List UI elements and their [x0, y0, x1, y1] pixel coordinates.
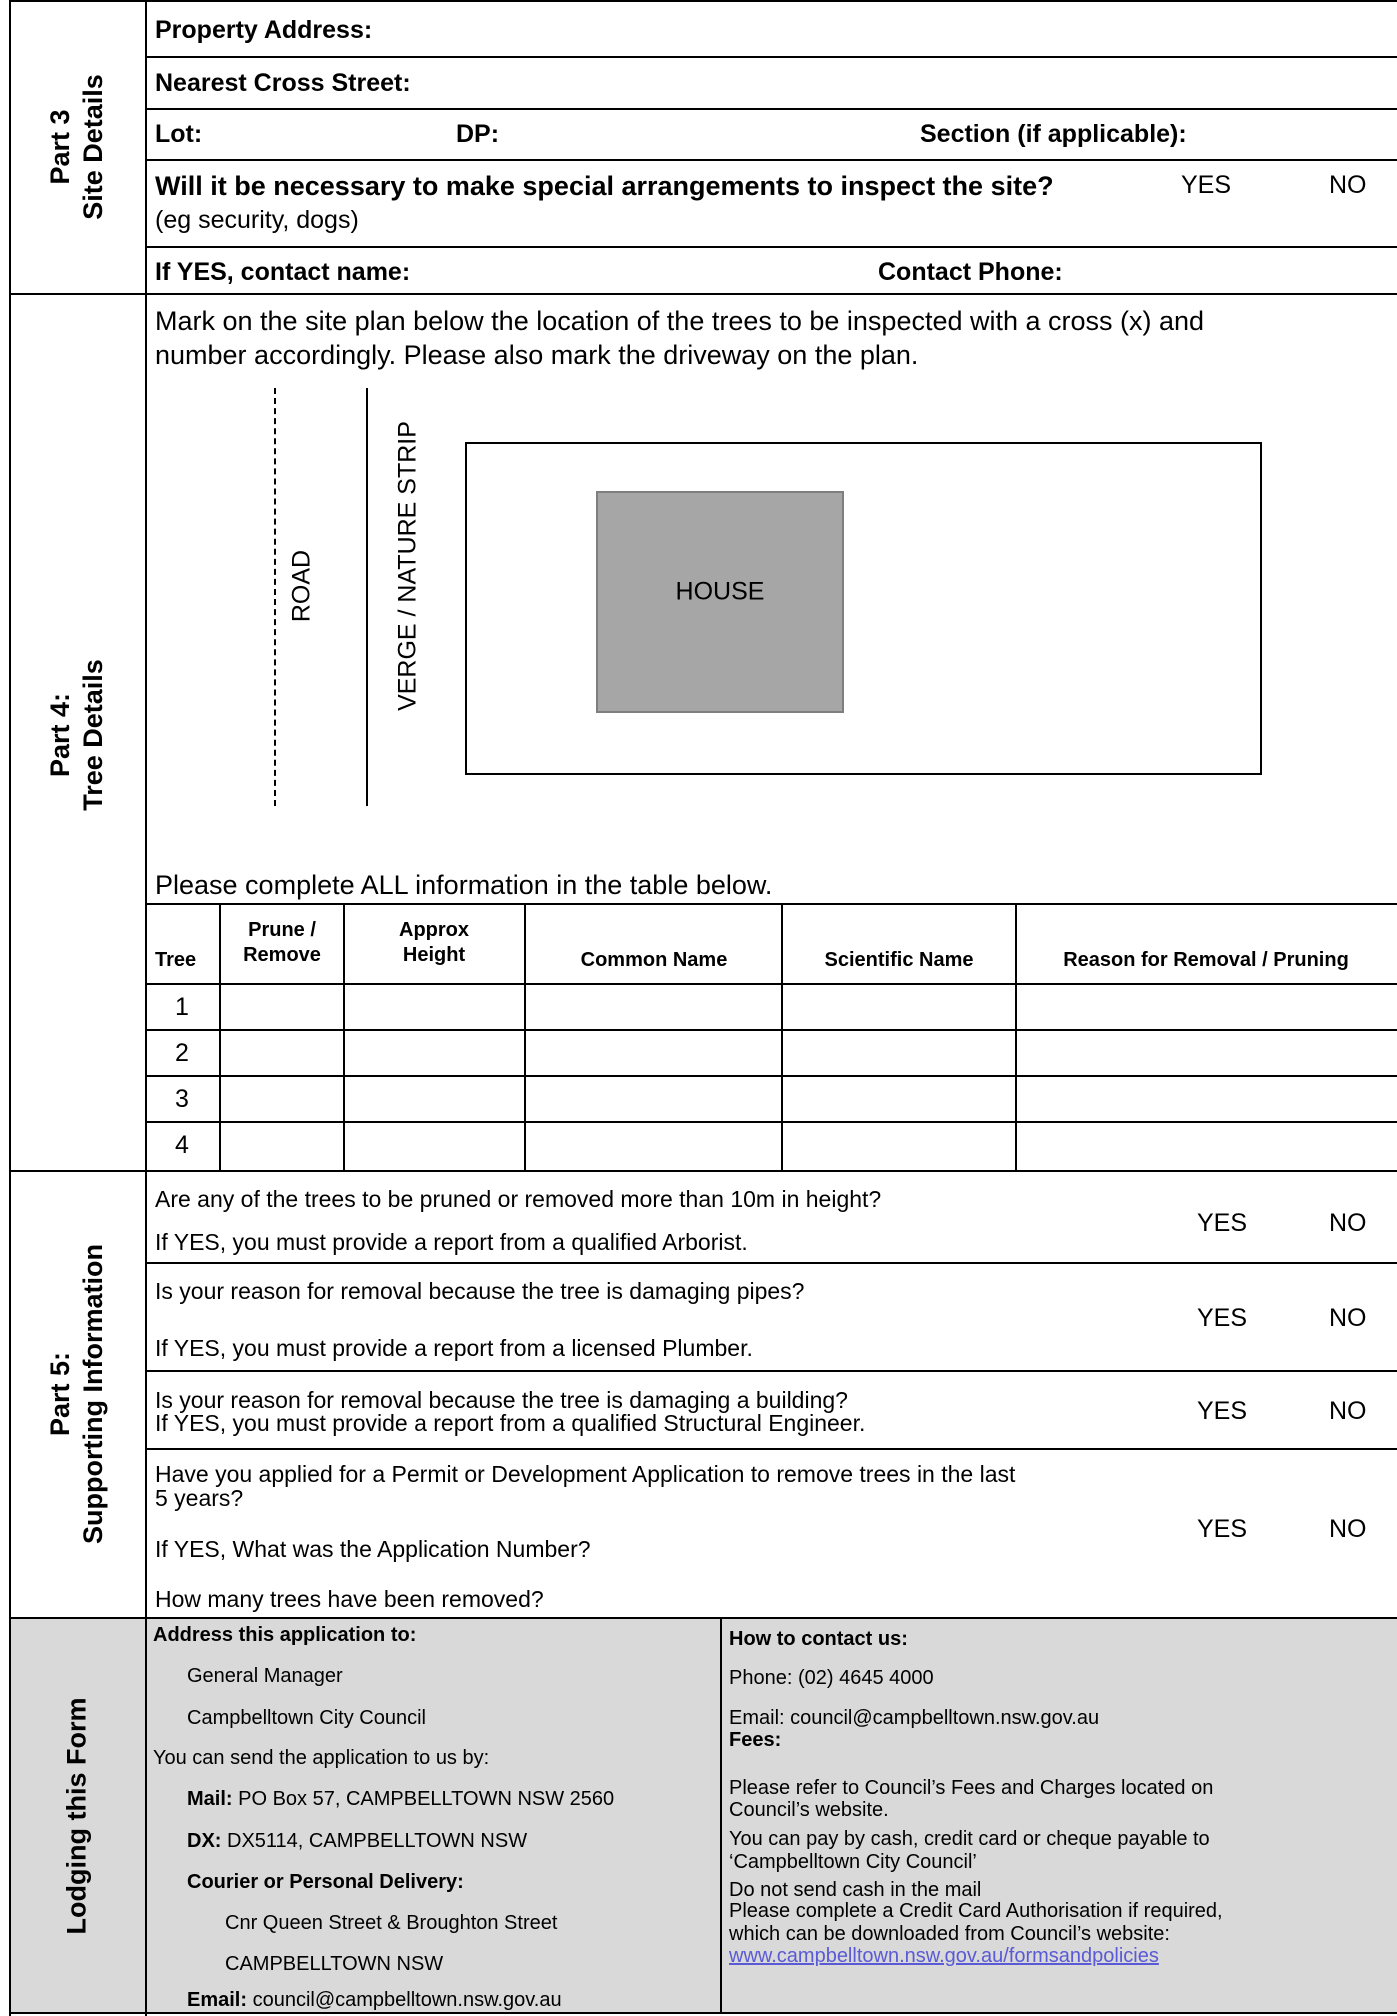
verge-boundary-line: [366, 388, 368, 806]
q4-yes-option[interactable]: YES: [1197, 1515, 1248, 1543]
property-boundary: [465, 442, 1262, 775]
special-arrangements-note: (eg security, dogs): [155, 206, 359, 234]
section-field[interactable]: Section (if applicable):: [920, 120, 1187, 148]
q2-yes-option[interactable]: YES: [1197, 1304, 1248, 1332]
q1-no-option[interactable]: NO: [1329, 1209, 1367, 1237]
special-arrangements-question: Will it be necessary to make special arrangements to inspect the site?: [155, 171, 1054, 201]
header-common-name: Common Name: [580, 949, 728, 971]
part4-instruction-line2: number accordingly. Please also mark the driveway on the plan.: [155, 340, 919, 370]
fees-line2: Council’s website.: [729, 1799, 889, 1821]
part4-instruction-line1: Mark on the site plan below the location of the trees to be inspected with a cross (x) and: [155, 306, 1205, 336]
contact-name-field[interactable]: If YES, contact name:: [155, 258, 411, 286]
courier-address-line1: Cnr Queen Street & Broughton Street: [225, 1912, 558, 1934]
address-heading: Address this application to:: [153, 1624, 417, 1646]
table-row-2-number: 2: [175, 1039, 189, 1067]
q1-line2: If YES, you must provide a report from a qualified Arborist.: [155, 1229, 748, 1255]
fees-line1: Please refer to Council’s Fees and Charges located on: [729, 1777, 1214, 1799]
house-label: HOUSE: [675, 577, 765, 606]
courier-heading: Courier or Personal Delivery:: [187, 1871, 464, 1893]
fees-line6: Please complete a Credit Card Authorisation if required,: [729, 1900, 1223, 1922]
road-label: ROAD: [287, 549, 316, 623]
yes-option[interactable]: YES: [1181, 171, 1232, 199]
table-row-4-number: 4: [175, 1131, 189, 1159]
q1-yes-option[interactable]: YES: [1197, 1209, 1248, 1237]
header-scientific-name: Scientific Name: [824, 949, 974, 971]
q3-no-option[interactable]: NO: [1329, 1397, 1367, 1425]
q3-yes-option[interactable]: YES: [1197, 1397, 1248, 1425]
fees-line5: Do not send cash in the mail: [729, 1879, 982, 1901]
header-tree: Tree: [155, 949, 197, 971]
q2-line2: If YES, you must provide a report from a licensed Plumber.: [155, 1335, 753, 1361]
mail-address: Mail: PO Box 57, CAMPBELLTOWN NSW 2560: [187, 1788, 615, 1810]
lodging-section-label: Lodging this Form: [61, 1697, 92, 1935]
table-row-3-number: 3: [175, 1085, 189, 1113]
table-row-1-number: 1: [175, 993, 189, 1021]
header-prune-line2: Remove: [243, 944, 321, 966]
lot-field[interactable]: Lot:: [155, 120, 203, 148]
part4-section-label: Part 4: Tree Details: [45, 659, 108, 811]
general-manager: General Manager: [187, 1665, 343, 1687]
q2-no-option[interactable]: NO: [1329, 1304, 1367, 1332]
council-name: Campbelltown City Council: [187, 1707, 426, 1729]
table-instruction: Please complete ALL information in the table below.: [155, 870, 773, 900]
q3-line2: If YES, you must provide a report from a qualified Structural Engineer.: [155, 1410, 866, 1436]
site-plan[interactable]: [146, 380, 1396, 800]
header-prune-line1: Prune /: [248, 919, 316, 941]
q4-line4: How many trees have been removed?: [155, 1586, 544, 1612]
dx-address: DX: DX5114, CAMPBELLTOWN NSW: [187, 1830, 528, 1852]
contact-heading: How to contact us:: [729, 1628, 908, 1650]
nearest-cross-street-field[interactable]: Nearest Cross Street:: [155, 69, 411, 97]
forms-and-policies-link[interactable]: www.campbelltown.nsw.gov.au/formsandpolicies: [729, 1945, 1159, 1967]
send-by-text: You can send the application to us by:: [153, 1747, 490, 1769]
courier-address-line2: CAMPBELLTOWN NSW: [225, 1953, 444, 1975]
contact-email: Email: council@campbelltown.nsw.gov.au: [729, 1707, 1100, 1729]
email-address: Email: council@campbelltown.nsw.gov.au: [187, 1989, 562, 2011]
q4-line1: Have you applied for a Permit or Development Application to remove trees in the last: [155, 1461, 1016, 1487]
dp-field[interactable]: DP:: [456, 120, 500, 148]
fees-heading: Fees:: [729, 1729, 782, 1751]
part3-section-label: Part 3 Site Details: [45, 74, 108, 220]
contact-phone-field[interactable]: Contact Phone:: [878, 258, 1063, 286]
q4-line2: 5 years?: [155, 1485, 244, 1511]
header-reason: Reason for Removal / Pruning: [1063, 949, 1349, 971]
fees-line3: You can pay by cash, credit card or cheque payable to: [729, 1828, 1210, 1850]
fees-line4: ‘Campbelltown City Council’: [729, 1851, 977, 1873]
contact-phone: Phone: (02) 4645 4000: [729, 1667, 934, 1689]
road-boundary-dashed-line: [274, 388, 276, 806]
property-address-field[interactable]: Property Address:: [155, 16, 373, 44]
q1-line1: Are any of the trees to be pruned or removed more than 10m in height?: [155, 1186, 882, 1212]
part5-section-label: Part 5: Supporting Information: [45, 1244, 108, 1544]
fees-line7: which can be downloaded from Council’s website:: [729, 1923, 1170, 1945]
q4-no-option[interactable]: NO: [1329, 1515, 1367, 1543]
q2-line1: Is your reason for removal because the tree is damaging pipes?: [155, 1278, 805, 1304]
header-height-line2: Height: [402, 944, 466, 966]
q4-line3: If YES, What was the Application Number?: [155, 1536, 591, 1562]
header-height-line1: Approx: [399, 919, 469, 941]
q3-line1: Is your reason for removal because the tree is damaging a building?: [155, 1387, 848, 1413]
verge-label: VERGE / NATURE STRIP: [393, 421, 422, 711]
no-option[interactable]: NO: [1329, 171, 1367, 199]
